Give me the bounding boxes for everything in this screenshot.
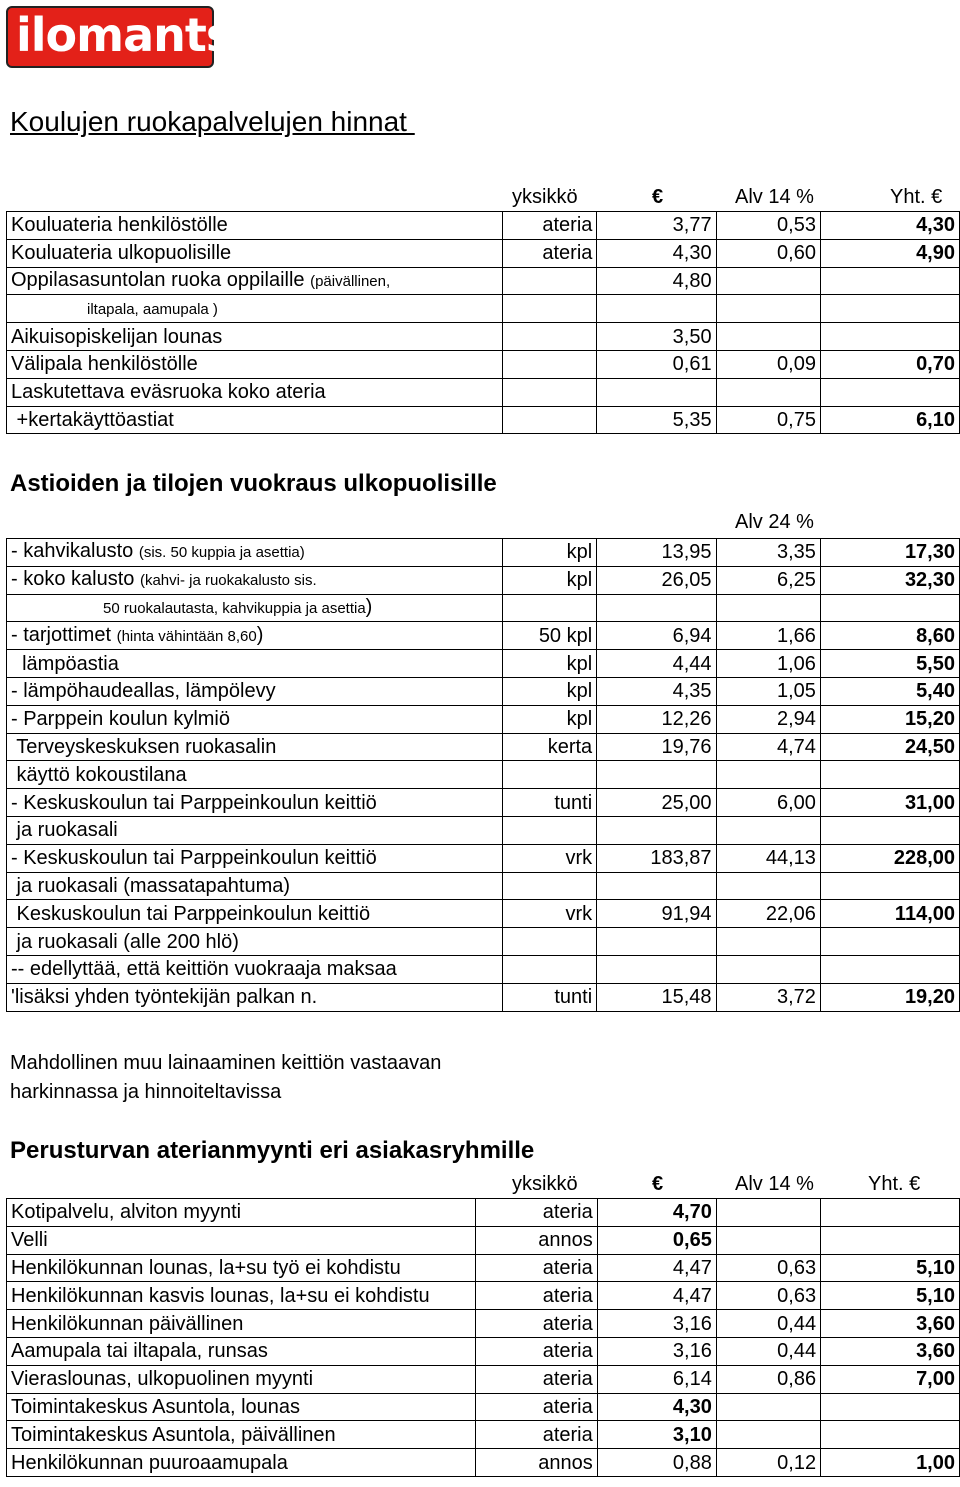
item-name: Oppilasasuntolan ruoka oppilaille <box>11 268 311 291</box>
table-row <box>7 844 960 872</box>
unit-cell <box>502 816 597 844</box>
vat-cell: 44,13 <box>716 844 820 872</box>
total-cell: 114,00 <box>820 900 959 928</box>
page-title: Koulujen ruokapalvelujen hinnat <box>10 106 415 137</box>
table-row <box>7 1393 960 1421</box>
total-cell: 7,00 <box>821 1365 960 1393</box>
price-cell: 6,94 <box>597 622 716 650</box>
item-name: - Parppein koulun kylmiö <box>11 708 230 731</box>
table-row <box>7 650 960 678</box>
total-cell <box>820 594 959 622</box>
note-line-1: Mahdollinen muu lainaaminen keittiön vastaavan <box>10 1052 442 1074</box>
total-cell: 5,40 <box>820 677 959 705</box>
table-row <box>7 677 960 705</box>
item-name: Terveyskeskuksen ruokasalin <box>11 735 277 758</box>
price-cell: 0,65 <box>597 1226 716 1254</box>
price-cell: 26,05 <box>597 566 716 594</box>
item-note: 50 ruokalautasta, kahvikuppia ja asettia <box>103 599 366 617</box>
vat-cell: 6,25 <box>716 566 820 594</box>
unit-cell: annos <box>476 1226 597 1254</box>
unit-cell <box>502 955 597 983</box>
item-name-cell <box>7 1199 476 1227</box>
table-row <box>7 1254 960 1282</box>
price-cell <box>597 594 716 622</box>
header3-unit: yksikkö <box>512 1173 578 1195</box>
unit-cell <box>502 761 597 789</box>
item-name-cell <box>7 733 503 761</box>
item-name: Henkilökunnan päivällinen <box>11 1312 244 1335</box>
item-name-cell <box>7 816 503 844</box>
unit-cell: ateria <box>502 212 597 240</box>
vat-cell: 3,35 <box>716 539 820 567</box>
vat-cell: 2,94 <box>716 705 820 733</box>
price-cell: 4,30 <box>597 1393 716 1421</box>
header1-total: Yht. € <box>890 186 943 208</box>
item-name-cell <box>7 622 503 650</box>
unit-cell <box>502 378 597 406</box>
unit-cell <box>502 295 597 323</box>
vat-cell: 0,63 <box>716 1254 820 1282</box>
item-name: Henkilökunnan kasvis lounas, la+su ei kohdistu <box>11 1284 430 1307</box>
unit-cell: tunti <box>502 789 597 817</box>
unit-cell: annos <box>476 1449 597 1477</box>
item-note: (päivällinen, <box>310 272 391 290</box>
item-name-cell <box>7 1449 476 1477</box>
price-cell: 3,50 <box>597 323 716 351</box>
item-name: - kahvikalusto <box>11 540 139 563</box>
unit-cell: ateria <box>502 239 597 267</box>
unit-cell: kpl <box>502 650 597 678</box>
table-row <box>7 928 960 956</box>
item-name-cell <box>7 239 503 267</box>
unit-cell: ateria <box>476 1337 597 1365</box>
table-row <box>7 705 960 733</box>
item-name: Velli <box>11 1229 48 1252</box>
item-name: Aikuisopiskelijan lounas <box>11 325 223 348</box>
vat-cell: 0,44 <box>716 1337 820 1365</box>
vat-cell: 22,06 <box>716 900 820 928</box>
vat-cell: 3,72 <box>716 983 820 1011</box>
unit-cell <box>502 323 597 351</box>
item-name-cell <box>7 1282 476 1310</box>
unit-cell: kpl <box>502 566 597 594</box>
header2-vat: Alv 24 % <box>735 511 814 533</box>
table-row <box>7 983 960 1011</box>
item-name-cell <box>7 677 503 705</box>
price-cell: 4,35 <box>597 677 716 705</box>
total-cell: 3,60 <box>821 1337 960 1365</box>
price-cell <box>597 295 716 323</box>
price-cell <box>597 816 716 844</box>
item-note: (sis. 50 kuppia ja asettia) <box>138 544 305 562</box>
item-name-cell <box>7 350 503 378</box>
item-name: +kertakäyttöastiat <box>11 408 174 431</box>
ilomantsi-logo <box>6 6 247 68</box>
table-row <box>7 212 960 240</box>
vat-cell <box>716 816 820 844</box>
price-cell: 4,80 <box>597 267 716 295</box>
item-name-cell <box>7 900 503 928</box>
item-note-tail: ) <box>256 623 264 646</box>
vat-cell: 1,66 <box>716 622 820 650</box>
unit-cell: kpl <box>502 677 597 705</box>
vat-cell <box>716 323 820 351</box>
table-row <box>7 1226 960 1254</box>
item-name: - Keskuskoulun tai Parppeinkoulun keittiö <box>11 791 377 814</box>
total-cell <box>820 955 959 983</box>
header3-vat: Alv 14 % <box>735 1173 814 1195</box>
item-name: ja ruokasali <box>11 819 118 842</box>
total-cell: 15,20 <box>820 705 959 733</box>
vat-cell: 0,53 <box>716 212 820 240</box>
item-name-cell <box>7 789 503 817</box>
item-name: Kouluateria henkilöstölle <box>11 214 228 237</box>
vat-cell: 1,06 <box>716 650 820 678</box>
price-cell <box>597 378 716 406</box>
vat-cell <box>716 872 820 900</box>
table-row <box>7 1310 960 1338</box>
total-cell <box>821 1393 960 1421</box>
table-row <box>7 761 960 789</box>
school-meal-price-table <box>6 211 960 434</box>
price-cell: 15,48 <box>597 983 716 1011</box>
item-name-cell <box>7 705 503 733</box>
item-name: Henkilökunnan puuroaamupala <box>11 1451 288 1474</box>
total-cell <box>820 378 959 406</box>
total-cell: 3,60 <box>821 1310 960 1338</box>
vat-cell <box>716 594 820 622</box>
table-row <box>7 539 960 567</box>
item-name: lämpöastia <box>11 652 119 675</box>
unit-cell: vrk <box>502 900 597 928</box>
vat-cell: 0,60 <box>716 239 820 267</box>
total-cell <box>820 872 959 900</box>
item-name-cell <box>7 1226 476 1254</box>
section2-title: Astioiden ja tilojen vuokraus ulkopuolisille <box>10 470 497 497</box>
header1-unit: yksikkö <box>512 186 578 208</box>
table-row <box>7 594 960 622</box>
total-cell: 0,70 <box>820 350 959 378</box>
table-row <box>7 295 960 323</box>
unit-cell <box>502 872 597 900</box>
vat-cell: 0,75 <box>716 406 820 434</box>
item-name-cell <box>7 323 503 351</box>
total-cell: 24,50 <box>820 733 959 761</box>
item-name: käyttö kokoustilana <box>11 763 187 786</box>
table-row <box>7 1421 960 1449</box>
item-name: ja ruokasali (massatapahtuma) <box>11 874 291 897</box>
vat-cell: 0,86 <box>716 1365 820 1393</box>
unit-cell: ateria <box>476 1199 597 1227</box>
item-name-cell <box>7 1421 476 1449</box>
unit-cell: ateria <box>476 1254 597 1282</box>
unit-cell <box>502 928 597 956</box>
total-cell: 1,00 <box>821 1449 960 1477</box>
vat-cell <box>716 761 820 789</box>
price-cell: 0,88 <box>597 1449 716 1477</box>
price-cell: 13,95 <box>597 539 716 567</box>
item-name-cell <box>7 212 503 240</box>
item-name: - Keskuskoulun tai Parppeinkoulun keittiö <box>11 847 377 870</box>
item-name-cell <box>7 406 503 434</box>
item-name: Toimintakeskus Asuntola, lounas <box>11 1395 301 1418</box>
price-cell: 183,87 <box>597 844 716 872</box>
price-cell: 4,47 <box>597 1254 716 1282</box>
price-cell: 25,00 <box>597 789 716 817</box>
header3-total: Yht. € <box>868 1173 921 1195</box>
unit-cell: ateria <box>476 1393 597 1421</box>
price-cell <box>597 955 716 983</box>
total-cell <box>821 1421 960 1449</box>
item-name-cell <box>7 1365 476 1393</box>
total-cell <box>820 928 959 956</box>
table-row <box>7 900 960 928</box>
unit-cell <box>502 406 597 434</box>
price-cell: 3,16 <box>597 1310 716 1338</box>
lending-note <box>10 1049 441 1107</box>
price-cell: 4,30 <box>597 239 716 267</box>
table-row <box>7 406 960 434</box>
unit-cell: 50 kpl <box>502 622 597 650</box>
header1-vat: Alv 14 % <box>735 186 814 208</box>
unit-cell <box>502 267 597 295</box>
unit-cell: kpl <box>502 539 597 567</box>
total-cell: 19,20 <box>820 983 959 1011</box>
item-name: Henkilökunnan lounas, la+su työ ei kohdistu <box>11 1256 401 1279</box>
unit-cell: ateria <box>476 1365 597 1393</box>
vat-cell <box>716 1199 820 1227</box>
price-cell <box>597 928 716 956</box>
total-cell: 228,00 <box>820 844 959 872</box>
total-cell: 8,60 <box>820 622 959 650</box>
vat-cell <box>716 955 820 983</box>
table-row <box>7 733 960 761</box>
table-row <box>7 378 960 406</box>
price-cell: 4,70 <box>597 1199 716 1227</box>
table-row <box>7 789 960 817</box>
total-cell <box>821 1226 960 1254</box>
item-name-cell <box>7 1310 476 1338</box>
item-name-cell <box>7 1337 476 1365</box>
vat-cell <box>716 267 820 295</box>
item-name-cell <box>7 761 503 789</box>
note-line-2: harkinnassa ja hinnoiteltavissa <box>10 1081 282 1103</box>
section3-title: Perusturvan aterianmyynti eri asiakasryhmille <box>10 1137 535 1164</box>
price-cell: 5,35 <box>597 406 716 434</box>
item-note: (kahvi- ja ruokakalusto sis. <box>139 572 317 590</box>
table-row <box>7 816 960 844</box>
unit-cell: ateria <box>476 1282 597 1310</box>
item-name: - tarjottimet <box>11 623 117 646</box>
item-name-cell <box>7 566 503 594</box>
item-note-tail: ) <box>365 595 373 618</box>
header1-euro: € <box>652 186 664 208</box>
vat-cell: 0,44 <box>716 1310 820 1338</box>
vat-cell <box>716 378 820 406</box>
item-name-cell <box>7 594 503 622</box>
item-name: Keskuskoulun tai Parppeinkoulun keittiö <box>11 902 371 925</box>
price-cell: 3,10 <box>597 1421 716 1449</box>
price-cell: 3,16 <box>597 1337 716 1365</box>
vat-cell: 1,05 <box>716 677 820 705</box>
total-cell: 5,10 <box>821 1282 960 1310</box>
item-name-cell <box>7 650 503 678</box>
item-name-cell <box>7 872 503 900</box>
item-name-cell <box>7 539 503 567</box>
unit-cell: ateria <box>476 1310 597 1338</box>
vat-cell <box>716 928 820 956</box>
vat-cell: 0,09 <box>716 350 820 378</box>
price-cell: 4,47 <box>597 1282 716 1310</box>
item-note: (hinta vähintään 8,60 <box>116 627 257 645</box>
table-row <box>7 350 960 378</box>
price-cell: 12,26 <box>597 705 716 733</box>
table-row <box>7 323 960 351</box>
item-name: Kotipalvelu, alviton myynti <box>11 1201 242 1224</box>
price-cell: 91,94 <box>597 900 716 928</box>
vat-cell <box>716 295 820 323</box>
item-name: Kouluateria ulkopuolisille <box>11 242 232 265</box>
vat-cell <box>716 1226 820 1254</box>
item-name-cell <box>7 1393 476 1421</box>
item-name: -- edellyttää, että keittiön vuokraaja maksaa <box>11 958 397 981</box>
price-cell: 19,76 <box>597 733 716 761</box>
item-name: Laskutettava eväsruoka koko ateria <box>11 381 326 404</box>
item-name-cell <box>7 928 503 956</box>
vat-cell: 0,63 <box>716 1282 820 1310</box>
table-row <box>7 1449 960 1477</box>
total-cell: 5,50 <box>820 650 959 678</box>
item-note: iltapala, aamupala ) <box>87 300 218 318</box>
item-name-cell <box>7 844 503 872</box>
total-cell <box>820 267 959 295</box>
item-name: Välipala henkilöstölle <box>11 353 198 376</box>
table-row <box>7 872 960 900</box>
price-cell: 3,77 <box>597 212 716 240</box>
total-cell <box>820 295 959 323</box>
vat-cell: 4,74 <box>716 733 820 761</box>
table-row <box>7 1337 960 1365</box>
item-name: 'lisäksi yhden työntekijän palkan n. <box>11 986 318 1009</box>
item-name-cell <box>7 983 503 1011</box>
table-row <box>7 1282 960 1310</box>
total-cell <box>821 1199 960 1227</box>
item-name: Toimintakeskus Asuntola, päivällinen <box>11 1423 336 1446</box>
header3-euro: € <box>652 1173 664 1195</box>
price-cell <box>597 872 716 900</box>
vat-cell: 0,12 <box>716 1449 820 1477</box>
item-name: ja ruokasali (alle 200 hlö) <box>11 930 239 953</box>
vat-cell <box>716 1393 820 1421</box>
table-row <box>7 267 960 295</box>
table-row <box>7 1199 960 1227</box>
vat-cell: 6,00 <box>716 789 820 817</box>
unit-cell: kpl <box>502 705 597 733</box>
item-name-cell <box>7 267 503 295</box>
item-name: Aamupala tai iltapala, runsas <box>11 1340 268 1363</box>
table-row <box>7 239 960 267</box>
total-cell: 5,10 <box>821 1254 960 1282</box>
table-row <box>7 622 960 650</box>
table-row <box>7 566 960 594</box>
total-cell: 4,30 <box>820 212 959 240</box>
total-cell <box>820 323 959 351</box>
vat-cell <box>716 1421 820 1449</box>
total-cell <box>820 761 959 789</box>
item-name: Vieraslounas, ulkopuolinen myynti <box>11 1368 314 1391</box>
price-cell: 4,44 <box>597 650 716 678</box>
item-name: - lämpöhaudeallas, lämpölevy <box>11 680 276 703</box>
unit-cell: kerta <box>502 733 597 761</box>
unit-cell: vrk <box>502 844 597 872</box>
total-cell: 31,00 <box>820 789 959 817</box>
unit-cell <box>502 594 597 622</box>
total-cell: 17,30 <box>820 539 959 567</box>
total-cell: 6,10 <box>820 406 959 434</box>
item-name-cell <box>7 1254 476 1282</box>
total-cell: 32,30 <box>820 566 959 594</box>
logo-text: ilomantsi <box>16 8 247 62</box>
item-name-cell <box>7 378 503 406</box>
table-row <box>7 1365 960 1393</box>
price-cell: 0,61 <box>597 350 716 378</box>
item-name: - koko kalusto <box>11 568 140 591</box>
unit-cell <box>502 350 597 378</box>
table-row <box>7 955 960 983</box>
total-cell <box>820 816 959 844</box>
item-name-cell <box>7 955 503 983</box>
unit-cell: tunti <box>502 983 597 1011</box>
item-name-cell <box>7 295 503 323</box>
meal-sales-table <box>6 1198 960 1477</box>
total-cell: 4,90 <box>820 239 959 267</box>
rental-price-table <box>6 538 960 1012</box>
price-cell <box>597 761 716 789</box>
price-cell: 6,14 <box>597 1365 716 1393</box>
unit-cell: ateria <box>476 1421 597 1449</box>
